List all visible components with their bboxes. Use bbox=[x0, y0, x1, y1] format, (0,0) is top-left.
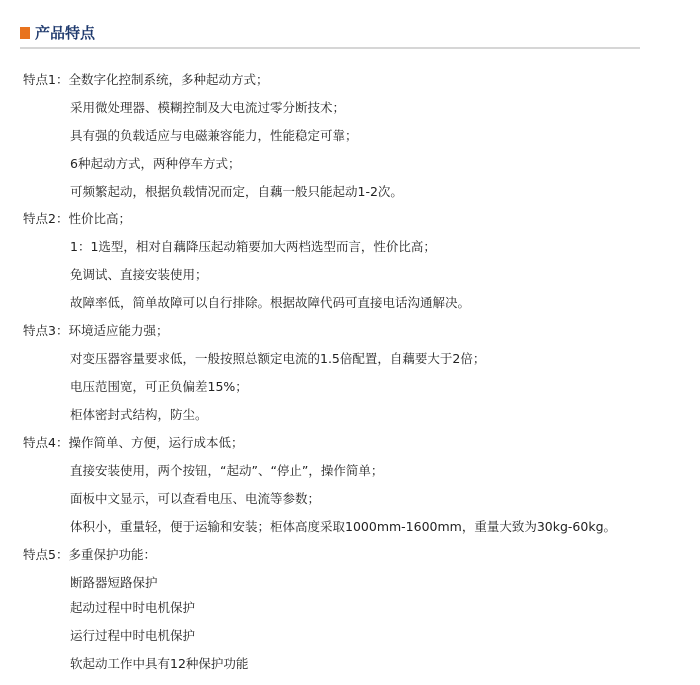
feature-3-item-3: 柜体密封式结构，防尘。 bbox=[70, 407, 208, 422]
feature-5-item-1: 断路器短路保护 bbox=[70, 575, 158, 590]
feature-1-item-1: 采用微处理器、模糊控制及大电流过零分断技术； bbox=[70, 100, 346, 115]
feature-2-item-1: 1：1选型，相对自藕降压起动箱要加大两档选型而言，性价比高； bbox=[70, 239, 436, 254]
feature-1-item-3: 6种起动方式，两种停车方式； bbox=[70, 156, 241, 171]
feature-5-item-2: 起动过程中时电机保护 bbox=[70, 600, 196, 615]
feature-1-item-2: 具有强的负载适应与电磁兼容能力，性能稳定可靠； bbox=[70, 128, 358, 143]
feature-3-item-2: 电压范围宽，可正负偏差15%； bbox=[70, 379, 248, 394]
header-divider bbox=[20, 47, 640, 49]
feature-4-item-3: 体积小，重量轻，便于运输和安装；柜体高度采取1000mm-1600mm，重量大致为30kg-60kg。 bbox=[70, 519, 617, 534]
feature-4-item-1: 直接安装使用，两个按钮，“起动”、“停止”，操作简单； bbox=[70, 463, 384, 478]
feature-2-item-3: 故障率低，简单故障可以自行排除。根据故障代码可直接电话沟通解决。 bbox=[70, 295, 471, 310]
feature-5-item-3: 运行过程中时电机保护 bbox=[70, 628, 196, 643]
feature-3-heading: 特点3：环境适应能力强； bbox=[23, 323, 169, 338]
feature-4-item-2: 面板中文显示，可以查看电压、电流等参数； bbox=[70, 491, 321, 506]
feature-3-item-1: 对变压器容量要求低，一般按照总额定电流的1.5倍配置，自藕要大于2倍； bbox=[70, 351, 486, 366]
feature-2-heading: 特点2：性价比高； bbox=[23, 211, 131, 226]
header-marker-icon bbox=[20, 27, 30, 39]
feature-4-heading: 特点4：操作简单、方便，运行成本低； bbox=[23, 435, 244, 450]
feature-5-heading: 特点5：多重保护功能： bbox=[23, 547, 156, 562]
feature-1-heading: 特点1：全数字化控制系统，多种起动方式； bbox=[23, 72, 269, 87]
feature-1-item-4: 可频繁起动，根据负载情况而定，自藕一般只能起动1-2次。 bbox=[70, 184, 403, 199]
section-header bbox=[20, 22, 640, 48]
section-title: 产品特点 bbox=[35, 24, 96, 42]
feature-2-item-2: 免调试、直接安装使用； bbox=[70, 267, 208, 282]
feature-5-item-4: 软起动工作中具有12种保护功能 bbox=[70, 656, 249, 671]
